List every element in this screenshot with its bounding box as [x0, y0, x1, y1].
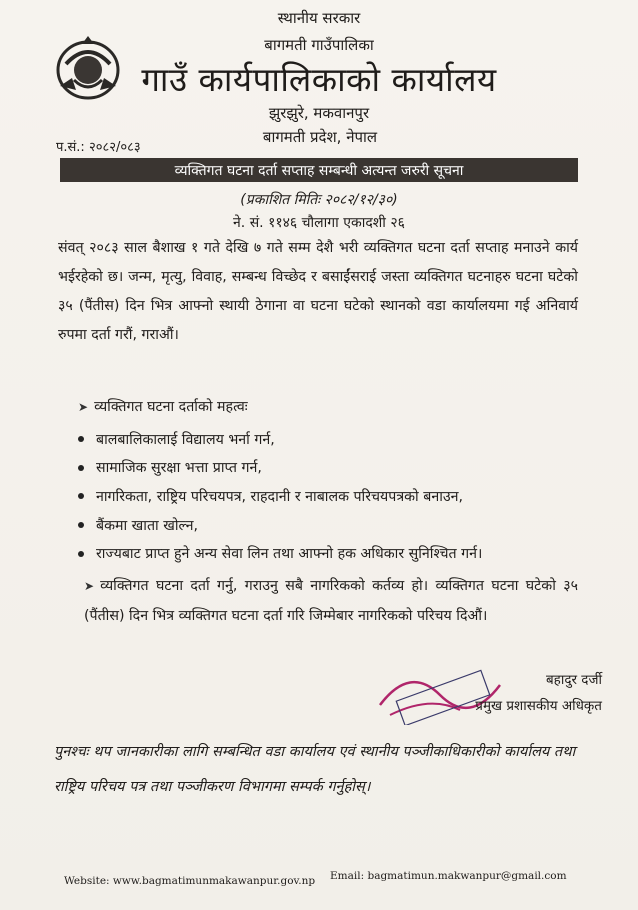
arrow-bullet-icon: ➤	[84, 579, 95, 593]
importance-heading	[78, 397, 248, 416]
arrow-bullet-icon: ➤	[78, 400, 89, 414]
bullet-dot-icon	[78, 493, 84, 499]
published-date: (प्रकाशित मितिः २०८२/१२/३०)	[240, 192, 398, 208]
list-item: सामाजिक सुरक्षा भत्ता प्राप्त गर्न,	[78, 454, 482, 483]
footnote: पुनश्चः थप जानकारीका लागि सम्बन्धित वडा कार्यालय एवं स्थानीय पञ्जीकाधिकारीको कार्यालय तथा राष्ट्रिय परिचय पत्र तथा पञ्जीकरण विभागमा सम्पर्क गर्नुहोस्।	[54, 744, 576, 795]
municipality-name: बागमती गाउँपालिका	[264, 36, 374, 54]
body-paragraph: संवत् २०८३ साल बैशाख १ गते देखि ७ गते सम्म देशै भरी व्यक्तिगत घटना दर्ता सप्ताह मनाउने कार्य भईरहेको छ। जन्म, मृत्यु, विवाह, सम्बन्ध विच्छेद र बसाईंसराई जस्ता व्यक्तिगत घटनाहरु घटना घटेको ३५ (पैंतीस) दिन भित्र आफ्नो स्थायी ठेगाना वा घटना घटेको स्थानको वडा कार्यालयमा गई अनिवार्य रुपमा दर्ता गरौं, गराऔं।	[58, 240, 578, 343]
importance-list	[78, 425, 482, 568]
office-address: झुरझुरे, मकवानपुर	[268, 104, 370, 122]
footer-website: Website: www.bagmatimunmakawanpur.gov.np	[64, 875, 316, 887]
list-item: राज्यबाट प्राप्त हुने अन्य सेवा लिन तथा आफ्नो हक अधिकार सुनिश्चित गर्न।	[78, 539, 482, 568]
list-item: नागरिकता, राष्ट्रिय परिचयपत्र, राहदानी र नाबालक परिचयपत्रको बनाउन,	[78, 482, 482, 511]
notice-banner-title: व्यक्तिगत घटना दर्ता सप्ताह सम्बन्धी अत्यन्त जरुरी सूचना	[174, 162, 464, 179]
bullet-dot-icon	[78, 436, 84, 442]
list-item: बालबालिकालाई विद्यालय भर्ना गर्न,	[78, 425, 482, 454]
importance-heading-text: व्यक्तिगत घटना दर्ताको महत्वः	[94, 399, 248, 415]
duty-paragraph: ➤ व्यक्तिगत घटना दर्ता गर्नु, गराउनु सबै नागरिकको कर्तव्य हो। व्यक्तिगत घटना घटेको ३५ (पैंतीस) दिन भित्र व्यक्तिगत घटना दर्ता गरि जिम्मेबार नागरिकको परिचय दिऔं।	[84, 578, 578, 624]
notice-banner	[60, 158, 578, 182]
province-label: बागमती प्रदेश, नेपाल	[262, 128, 378, 146]
reference-number: प.सं.: २०८२/०८३	[56, 140, 141, 155]
bullet-dot-icon	[78, 465, 84, 471]
signatory-name: बहादुर दर्जी	[545, 672, 602, 688]
signatory-title: प्रमुख प्रशासकीय अधिकृत	[475, 698, 602, 714]
office-title: गाउँ कार्यपालिकाको कार्यालय	[141, 60, 497, 99]
nepal-sambat-date: ने. सं. ११४६ चौलागा एकादशी २६	[233, 215, 405, 231]
list-item: बैंकमा खाता खोल्न,	[78, 511, 482, 540]
footer-email: Email: bagmatimun.makwanpur@gmail.com	[330, 870, 567, 882]
bullet-dot-icon	[78, 551, 84, 557]
signature-stamp	[370, 655, 600, 725]
bullet-dot-icon	[78, 522, 84, 528]
local-government-label: स्थानीय सरकार	[277, 9, 361, 27]
